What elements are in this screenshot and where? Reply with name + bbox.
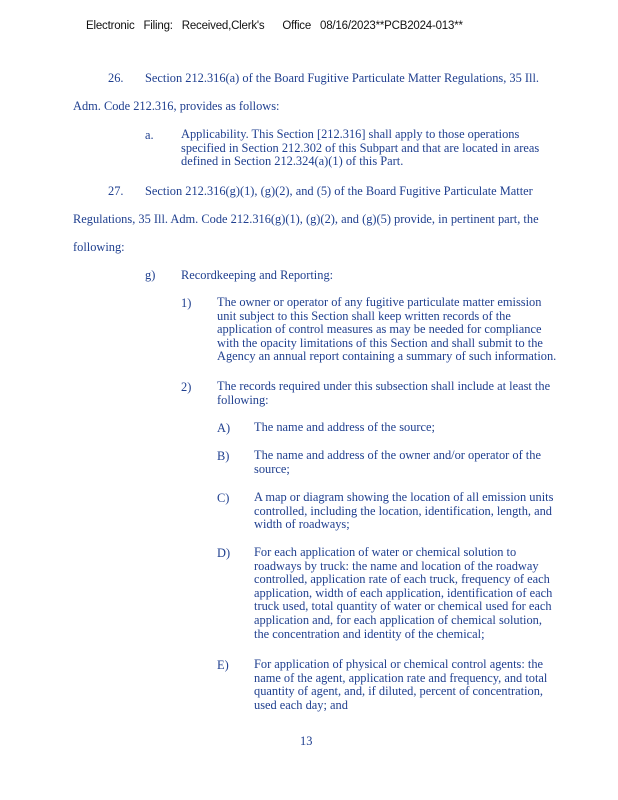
item-2-text bbox=[217, 380, 550, 407]
paragraph-27-line3: following: bbox=[73, 240, 125, 254]
item-D-line: application, width of each application, identification of each bbox=[254, 585, 553, 600]
item-D-text bbox=[254, 546, 552, 641]
item-A-text bbox=[254, 421, 435, 435]
item-E-line: For application of physical or chemical control agents: the bbox=[254, 657, 544, 671]
paragraph-27-number: 27. bbox=[108, 184, 124, 198]
subsection-a-line: Applicability. This Section [212.316] shall apply to those operations bbox=[181, 127, 520, 141]
item-A-marker: A) bbox=[217, 421, 231, 435]
item-D-marker: D) bbox=[217, 546, 231, 560]
item-B-marker: B) bbox=[217, 449, 230, 463]
item-D-line: controlled, application rate of each truck, frequency of each bbox=[254, 572, 550, 587]
item-E-line: used each day; and bbox=[254, 697, 348, 712]
filing-header: Electronic Filing: Received,Clerk's Office 08/16/2023**PCB2024-013** bbox=[86, 20, 463, 32]
subsection-a-marker: a. bbox=[145, 128, 154, 142]
item-1-line: Agency an annual report containing a summary of such information. bbox=[217, 349, 557, 364]
subsection-a-text bbox=[181, 128, 539, 169]
item-B-line: source; bbox=[254, 461, 290, 476]
paragraph-26-line2: Adm. Code 212.316, provides as follows: bbox=[73, 99, 280, 113]
item-B-line: The name and address of the owner and/or operator of the bbox=[254, 448, 541, 462]
paragraph-26-line1: Section 212.316(a) of the Board Fugitive Particulate Matter Regulations, 35 Ill. bbox=[145, 71, 540, 85]
item-2-line: The records required under this subsection shall include at least the bbox=[217, 379, 551, 393]
item-1-line: The owner or operator of any fugitive particulate matter emission bbox=[217, 295, 542, 309]
item-1-text bbox=[217, 296, 556, 364]
item-D-line: For each application of water or chemical solution to bbox=[254, 545, 517, 559]
item-E-text bbox=[254, 658, 547, 712]
item-D-line: truck used, total quantity of water or chemical used for each bbox=[254, 599, 552, 614]
subsection-a-line: defined in Section 212.324(a)(1) of this Part. bbox=[181, 154, 404, 169]
item-C-text bbox=[254, 491, 553, 532]
page-number: 13 bbox=[300, 734, 313, 748]
item-1-line: unit subject to this Section shall keep written records of the bbox=[217, 308, 511, 323]
item-1-line: with the opacity limitations of this Section and shall submit to the bbox=[217, 335, 543, 350]
subsection-a-line: specified in Section 212.302 of this Subpart and that are located in areas bbox=[181, 140, 540, 155]
paragraph-27-line1: Section 212.316(g)(1), (g)(2), and (5) of the Board Fugitive Particulate Matter bbox=[145, 184, 533, 198]
item-2-marker: 2) bbox=[181, 380, 192, 394]
item-1-line: application of control measures as may be needed for compliance bbox=[217, 322, 542, 337]
paragraph-26-number: 26. bbox=[108, 71, 124, 85]
item-B-text bbox=[254, 449, 541, 476]
item-E-marker: E) bbox=[217, 658, 229, 672]
item-D-line: application and, for each application of chemical solution, bbox=[254, 612, 542, 627]
paragraph-27-line2: Regulations, 35 Ill. Adm. Code 212.316(g)(1), (g)(2), and (g)(5) provide, in pertinent part, the bbox=[73, 212, 539, 226]
item-C-marker: C) bbox=[217, 491, 230, 505]
item-C-line: controlled, including the location, identification, length, and bbox=[254, 503, 552, 518]
item-E-line: name of the agent, application rate and frequency, and total bbox=[254, 670, 548, 685]
item-D-line: the concentration and identity of the chemical; bbox=[254, 626, 485, 641]
subsection-g-title: Recordkeeping and Reporting: bbox=[181, 268, 334, 282]
item-C-line: A map or diagram showing the location of all emission units bbox=[254, 490, 554, 504]
item-D-line: roadways by truck: the name and location of the roadway bbox=[254, 558, 539, 573]
item-A-line: The name and address of the source; bbox=[254, 420, 435, 434]
subsection-g-marker: g) bbox=[145, 268, 156, 282]
item-C-line: width of roadways; bbox=[254, 517, 350, 532]
item-1-marker: 1) bbox=[181, 296, 192, 310]
item-2-line: following: bbox=[217, 392, 269, 407]
item-E-line: quantity of agent, and, if diluted, percent of concentration, bbox=[254, 684, 544, 699]
